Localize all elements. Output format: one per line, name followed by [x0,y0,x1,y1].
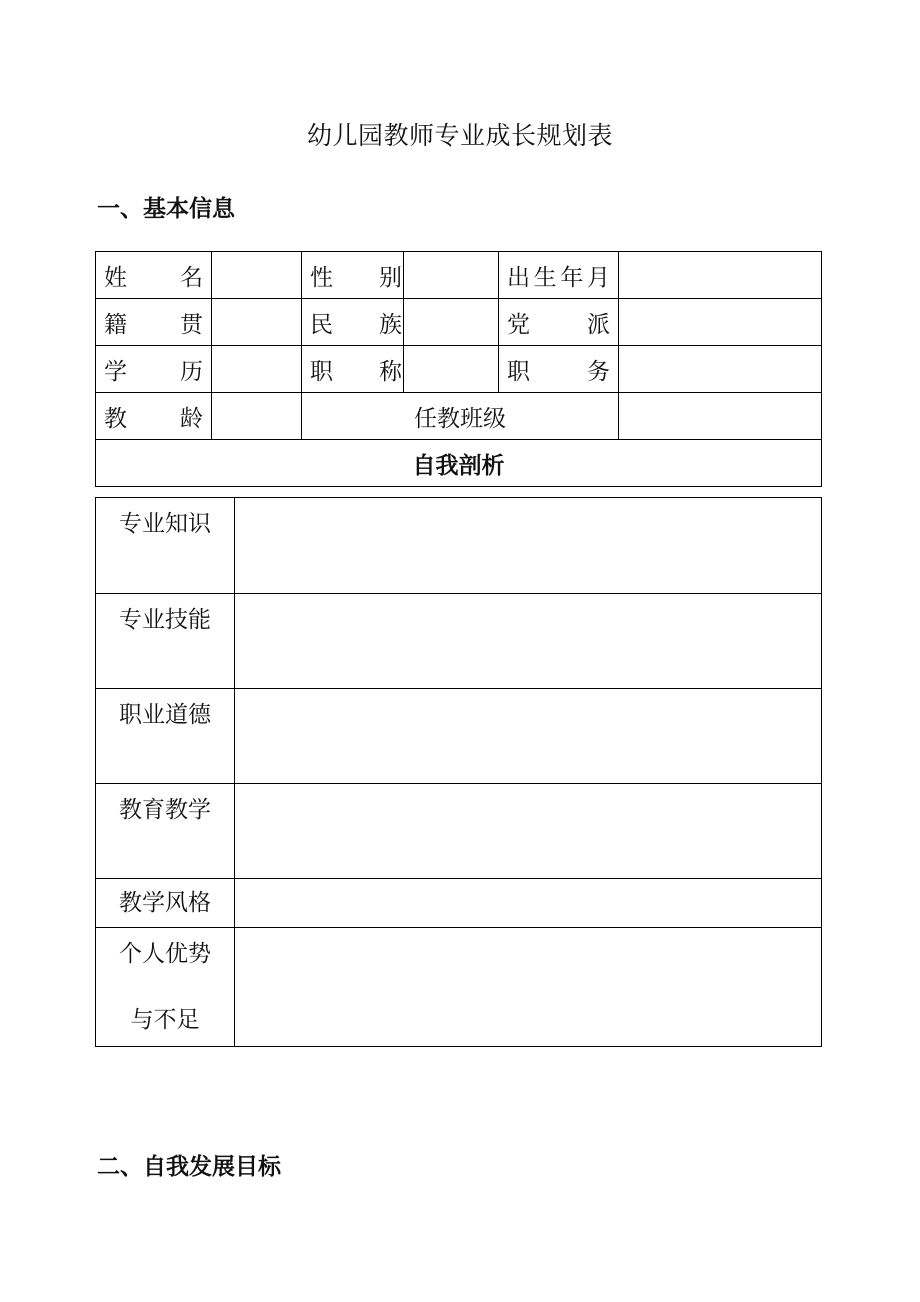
label-strengths-line1: 个人优势 [119,941,211,967]
value-education[interactable] [212,346,302,393]
value-professional-skills[interactable] [235,594,822,689]
value-teaching-style[interactable] [235,879,822,928]
value-birth-date[interactable] [619,252,822,299]
label-teaching-style: 教学风格 [96,879,235,928]
value-strengths-weaknesses[interactable] [235,928,822,1047]
label-name: 姓 名 [96,252,212,299]
analysis-row [96,879,822,928]
label-education-teaching: 教育教学 [96,784,235,879]
label-class-assigned: 任教班级 [302,393,619,440]
value-gender[interactable] [404,252,499,299]
label-strengths-weaknesses [96,928,235,1047]
value-professional-ethics[interactable] [235,689,822,784]
info-row [96,393,822,440]
label-professional-skills: 专业技能 [96,594,235,689]
analysis-row [96,498,822,594]
analysis-row [96,689,822,784]
label-education: 学 历 [96,346,212,393]
label-native-place: 籍 贯 [96,299,212,346]
label-professional-knowledge: 专业知识 [96,498,235,594]
label-professional-ethics: 职业道德 [96,689,235,784]
value-name[interactable] [212,252,302,299]
value-party[interactable] [619,299,822,346]
value-education-teaching[interactable] [235,784,822,879]
label-title: 职 称 [302,346,404,393]
self-analysis-table [95,497,821,1047]
info-row [96,299,822,346]
value-professional-knowledge[interactable] [235,498,822,594]
label-position: 职 务 [499,346,619,393]
label-strengths-line2: 与不足 [130,1007,200,1033]
label-ethnicity: 民 族 [302,299,404,346]
basic-info-table [95,251,821,487]
document-title: 幼儿园教师专业成长规划表 [306,121,613,150]
analysis-row [96,784,822,879]
analysis-row [96,928,822,1047]
info-row [96,440,822,487]
section-heading-basic-info: 一、基本信息 [97,196,235,222]
label-teaching-years: 教 龄 [96,393,212,440]
label-birth-date: 出生年月 [499,252,619,299]
info-row [96,346,822,393]
label-gender: 性 别 [302,252,404,299]
info-row [96,252,822,299]
value-teaching-years[interactable] [212,393,302,440]
value-title[interactable] [404,346,499,393]
label-party: 党 派 [499,299,619,346]
value-native-place[interactable] [212,299,302,346]
value-position[interactable] [619,346,822,393]
section-heading-development-goals: 二、自我发展目标 [97,1154,281,1180]
analysis-row [96,594,822,689]
value-class-assigned[interactable] [619,393,822,440]
value-ethnicity[interactable] [404,299,499,346]
self-analysis-heading: 自我剖析 [96,440,822,487]
